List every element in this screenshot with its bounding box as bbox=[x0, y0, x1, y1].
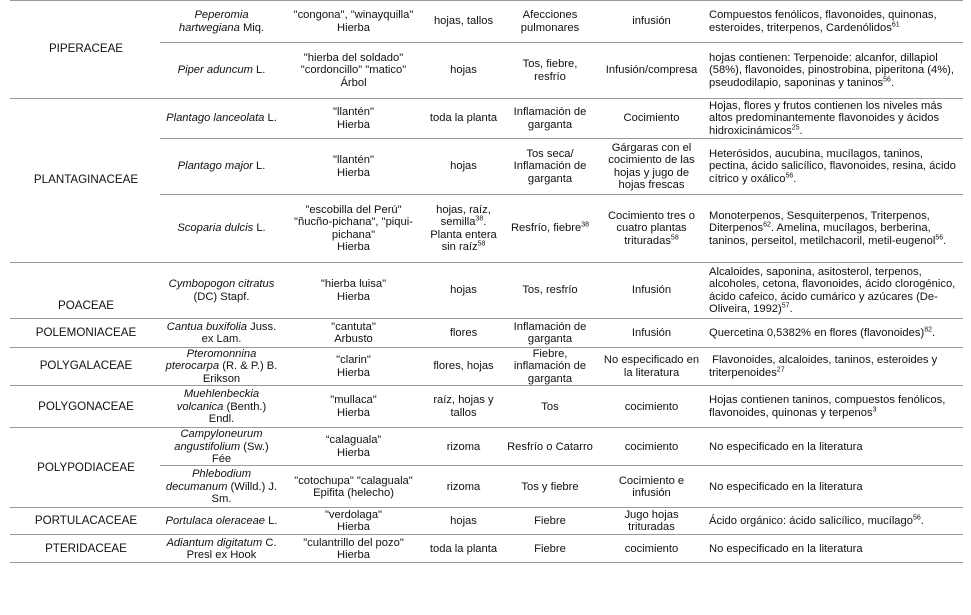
use-cell: Fiebre bbox=[503, 535, 597, 563]
preparation-cell: cocimiento bbox=[597, 535, 706, 563]
part-used-cell: raíz, hojas y tallos bbox=[424, 386, 503, 428]
use-cell: Fiebre, inflamación de garganta bbox=[503, 348, 597, 386]
compounds-cell: Alcaloides, saponina, asitosterol, terpenos, alcoholes, cetona, flavonoides, ácido clorogénico, ácido cafeico, ácido cumárico y azúcares (De-Oliveira, 1992)$^{57}$. bbox=[706, 263, 963, 319]
common-name-cell: "hierba del soldado" "cordoncillo" "matico" Árbol bbox=[283, 43, 424, 99]
common-name-cell: "escobilla del Perú" "ñucño-pichana", "piqui-pichana" Hierba bbox=[283, 195, 424, 263]
preparation-cell: cocimiento bbox=[597, 386, 706, 428]
species-cell: Muehlenbeckia volcanica (Benth.) Endl. bbox=[160, 386, 283, 428]
common-name-cell: "hierba luisa" Hierba bbox=[283, 263, 424, 319]
species-cell: Plantago lanceolata L. bbox=[160, 99, 283, 139]
table-row bbox=[10, 1, 963, 43]
preparation-cell: Cocimiento e infusión bbox=[597, 466, 706, 508]
family-cell: POLYGONACEAE bbox=[10, 386, 160, 428]
use-cell: Inflamación de garganta bbox=[503, 319, 597, 348]
part-used-cell: hojas, raíz, semilla$^{38}$. Planta entera sin raíz$^{58}$ bbox=[424, 195, 503, 263]
use-cell: Inflamación de garganta bbox=[503, 99, 597, 139]
part-used-cell: flores, hojas bbox=[424, 348, 503, 386]
use-cell: Fiebre bbox=[503, 508, 597, 535]
common-name-cell: "llantén" Hierba bbox=[283, 139, 424, 195]
use-cell: Tos seca/ Inflamación de garganta bbox=[503, 139, 597, 195]
common-name-cell: "llantén" Hierba bbox=[283, 99, 424, 139]
family-cell: POACEAE bbox=[10, 263, 160, 319]
compounds-cell: Hojas, flores y frutos contienen los niveles más altos predominantemente flavonoides y ácidos hidroxicinámicos$^{25}$. bbox=[706, 99, 963, 139]
use-cell: Afecciones pulmonares bbox=[503, 1, 597, 43]
part-used-cell: hojas bbox=[424, 43, 503, 99]
preparation-cell: Infusión bbox=[597, 319, 706, 348]
common-name-cell: “calaguala” Hierba bbox=[283, 428, 424, 466]
preparation-cell: Cocimiento bbox=[597, 99, 706, 139]
table-row bbox=[10, 428, 963, 466]
table-row bbox=[10, 99, 963, 139]
compounds-cell: hojas contienen: Terpenoide: alcanfor, dillapiol (58%), flavonoides, pinostrobina, piperitona (4%), pseudodilapio, saponinas y taninos$^{56}$. bbox=[706, 43, 963, 99]
use-cell: Tos, fiebre, resfrío bbox=[503, 43, 597, 99]
medicinal-plants-table bbox=[10, 0, 963, 563]
preparation-cell: Infusión bbox=[597, 263, 706, 319]
compounds-cell: No especificado en la literatura bbox=[706, 428, 963, 466]
part-used-cell: hojas bbox=[424, 508, 503, 535]
preparation-cell: Cocimiento tres o cuatro plantas trituradas$^{58}$ bbox=[597, 195, 706, 263]
table-row bbox=[10, 386, 963, 428]
common-name-cell: "clarin" Hierba bbox=[283, 348, 424, 386]
compounds-cell: Compuestos fenólicos, flavonoides, quinonas, esteroides, triterpenos, Cardenólidos$^{61}$ bbox=[706, 1, 963, 43]
compounds-cell: Flavonoides, alcaloides, taninos, esteroides y triterpenoides$^{27}$ bbox=[706, 348, 963, 386]
family-cell: POLYPODIACEAE bbox=[10, 428, 160, 508]
part-used-cell: toda la planta bbox=[424, 535, 503, 563]
species-cell: Portulaca oleraceae L. bbox=[160, 508, 283, 535]
compounds-cell: No especificado en la literatura bbox=[706, 535, 963, 563]
compounds-cell: Ácido orgánico: ácido salicílico, mucílago$^{56}$. bbox=[706, 508, 963, 535]
family-cell: PTERIDACEAE bbox=[10, 535, 160, 563]
compounds-cell: No especificado en la literatura bbox=[706, 466, 963, 508]
preparation-cell: Jugo hojas trituradas bbox=[597, 508, 706, 535]
preparation-cell: No especificado en la literatura bbox=[597, 348, 706, 386]
use-cell: Tos, resfrío bbox=[503, 263, 597, 319]
species-cell: Piper aduncum L. bbox=[160, 43, 283, 99]
species-cell: Adiantum digitatum C. Presl ex Hook bbox=[160, 535, 283, 563]
species-cell: Cymbopogon citratus (DC) Stapf. bbox=[160, 263, 283, 319]
species-cell: Plantago major L. bbox=[160, 139, 283, 195]
species-cell: Campyloneurum angustifolium (Sw.) Fée bbox=[160, 428, 283, 466]
common-name-cell: "cotochupa" "calaguala" Epifita (helecho) bbox=[283, 466, 424, 508]
common-name-cell: "cantuta" Arbusto bbox=[283, 319, 424, 348]
part-used-cell: hojas bbox=[424, 263, 503, 319]
table-row bbox=[10, 348, 963, 386]
preparation-cell: Infusión/compresa bbox=[597, 43, 706, 99]
use-cell: Resfrío o Catarro bbox=[503, 428, 597, 466]
use-cell: Tos bbox=[503, 386, 597, 428]
common-name-cell: "congona", "winayquilla" Hierba bbox=[283, 1, 424, 43]
family-cell: POLEMONIACEAE bbox=[10, 319, 160, 348]
compounds-cell: Hojas contienen taninos, compuestos fenólicos, flavonoides, quinonas y terpenos$^3$ bbox=[706, 386, 963, 428]
preparation-cell: Gárgaras con el cocimiento de las hojas y jugo de hojas frescas bbox=[597, 139, 706, 195]
common-name-cell: "culantrillo del pozo" Hierba bbox=[283, 535, 424, 563]
part-used-cell: rizoma bbox=[424, 428, 503, 466]
use-cell: Tos y fiebre bbox=[503, 466, 597, 508]
family-cell: PLANTAGINACEAE bbox=[10, 99, 160, 263]
preparation-cell: cocimiento bbox=[597, 428, 706, 466]
common-name-cell: "verdolaga" Hierba bbox=[283, 508, 424, 535]
compounds-cell: Heterósidos, aucubina, mucílagos, taninos, pectina, ácido salicílico, flavonoides, resina, ácido cítrico y oxálico$^{56}$. bbox=[706, 139, 963, 195]
part-used-cell: flores bbox=[424, 319, 503, 348]
table-row bbox=[10, 319, 963, 348]
preparation-cell: infusión bbox=[597, 1, 706, 43]
table-row bbox=[10, 263, 963, 319]
part-used-cell: toda la planta bbox=[424, 99, 503, 139]
species-cell: Cantua buxifolia Juss. ex Lam. bbox=[160, 319, 283, 348]
species-cell: Phlebodium decumanum (Willd.) J. Sm. bbox=[160, 466, 283, 508]
species-cell: Pteromonnina pterocarpa (R. & P.) B. Erikson bbox=[160, 348, 283, 386]
compounds-cell: Quercetina 0,5382% en flores (flavonoides)$^{82}$. bbox=[706, 319, 963, 348]
table-row bbox=[10, 508, 963, 535]
common-name-cell: "mullaca" Hierba bbox=[283, 386, 424, 428]
species-cell: Scoparia dulcis L. bbox=[160, 195, 283, 263]
family-cell: PORTULACACEAE bbox=[10, 508, 160, 535]
family-cell: PIPERACEAE bbox=[10, 1, 160, 99]
table-row bbox=[10, 535, 963, 563]
part-used-cell: hojas bbox=[424, 139, 503, 195]
family-cell: POLYGALACEAE bbox=[10, 348, 160, 386]
part-used-cell: rizoma bbox=[424, 466, 503, 508]
use-cell: Resfrío, fiebre$^{38}$ bbox=[503, 195, 597, 263]
species-cell: Peperomia hartwegiana Miq. bbox=[160, 1, 283, 43]
part-used-cell: hojas, tallos bbox=[424, 1, 503, 43]
compounds-cell: Monoterpenos, Sesquiterpenos, Triterpenos, Diterpenos$^{62}$. Amelina, mucílagos, berberina, taninos, perseitol, metilchacoril, metil-eugenol$^{56}$. bbox=[706, 195, 963, 263]
